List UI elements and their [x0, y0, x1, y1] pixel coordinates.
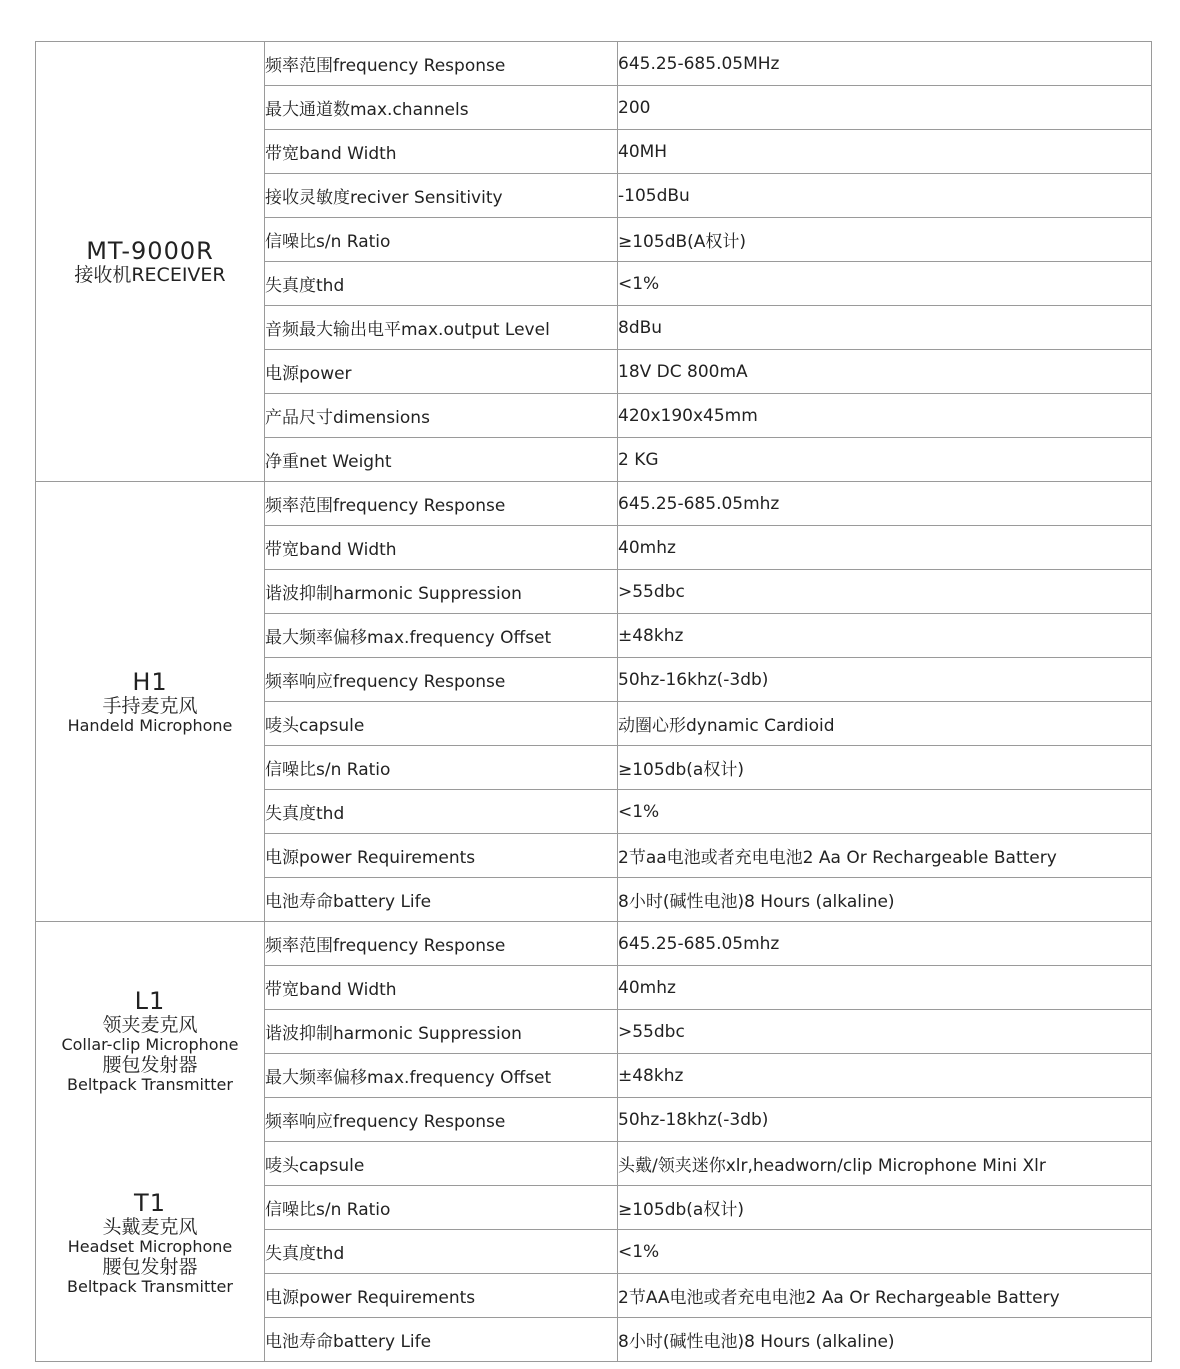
parameter-label: 频率响应frequency Response — [265, 1098, 618, 1142]
parameter-value: 8小时(碱性电池)8 Hours (alkaline) — [618, 878, 1152, 922]
model-group — [36, 988, 264, 1094]
parameter-label: 净重net Weight — [265, 438, 618, 482]
parameter-value: 2 KG — [618, 438, 1152, 482]
parameter-value: <1% — [618, 790, 1152, 834]
model-subtitle: Headset Microphone — [67, 1236, 233, 1256]
model-subtitle: 腰包发射器 — [102, 1053, 198, 1076]
model-subtitle: 腰包发射器 — [102, 1255, 198, 1278]
parameter-value: 645.25-685.05MHz — [618, 42, 1152, 86]
parameter-label: 信噪比s/n Ratio — [265, 1186, 618, 1230]
parameter-label: 电源power Requirements — [265, 834, 618, 878]
parameter-label: 电源power — [265, 350, 618, 394]
parameter-value: >55dbc — [618, 1010, 1152, 1054]
model-group — [36, 238, 264, 286]
parameter-label: 最大频率偏移max.frequency Offset — [265, 614, 618, 658]
parameter-value: 50hz-16khz(-3db) — [618, 658, 1152, 702]
parameter-label: 电池寿命battery Life — [265, 1318, 618, 1362]
parameter-value: ±48khz — [618, 614, 1152, 658]
model-subtitle: 领夹麦克风 — [102, 1013, 198, 1036]
parameter-label: 最大频率偏移max.frequency Offset — [265, 1054, 618, 1098]
parameter-value: 动圈心形dynamic Cardioid — [618, 702, 1152, 746]
parameter-label: 信噪比s/n Ratio — [265, 218, 618, 262]
model-group — [36, 669, 264, 735]
model-subtitle: Beltpack Transmitter — [67, 1276, 233, 1296]
parameter-value: 645.25-685.05mhz — [618, 482, 1152, 526]
parameter-value: 40mhz — [618, 526, 1152, 570]
spec-table — [35, 41, 1152, 1362]
parameter-label: 信噪比s/n Ratio — [265, 746, 618, 790]
model-cell — [36, 42, 265, 482]
parameter-label: 失真度thd — [265, 1230, 618, 1274]
parameter-value: ≥105db(a权计) — [618, 1186, 1152, 1230]
parameter-value: 头戴/领夹迷你xlr,headworn/clip Microphone Mini Xlr — [618, 1142, 1152, 1186]
parameter-value: 40MH — [618, 130, 1152, 174]
model-group — [36, 1190, 264, 1296]
parameter-label: 唛头capsule — [265, 1142, 618, 1186]
model-title: MT-9000R — [86, 236, 214, 265]
parameter-label: 电源power Requirements — [265, 1274, 618, 1318]
model-subtitle: Handeld Microphone — [67, 715, 233, 735]
model-cell — [36, 482, 265, 922]
parameter-label: 频率范围frequency Response — [265, 922, 618, 966]
model-subtitle: Collar-clip Microphone — [61, 1034, 239, 1054]
model-subtitle: 接收机RECEIVER — [74, 263, 226, 286]
parameter-value: ≥105dB(A权计) — [618, 218, 1152, 262]
parameter-label: 最大通道数max.channels — [265, 86, 618, 130]
spec-row — [36, 482, 1152, 526]
spec-table-body — [36, 42, 1152, 1362]
parameter-value: ±48khz — [618, 1054, 1152, 1098]
parameter-value: ≥105db(a权计) — [618, 746, 1152, 790]
parameter-value: 2节aa电池或者充电电池2 Aa Or Rechargeable Battery — [618, 834, 1152, 878]
model-subtitle: 头戴麦克风 — [102, 1215, 198, 1238]
parameter-value: 50hz-18khz(-3db) — [618, 1098, 1152, 1142]
parameter-value: 200 — [618, 86, 1152, 130]
parameter-label: 唛头capsule — [265, 702, 618, 746]
model-subtitle: Beltpack Transmitter — [67, 1074, 233, 1094]
parameter-label: 失真度thd — [265, 790, 618, 834]
parameter-label: 电池寿命battery Life — [265, 878, 618, 922]
spec-row — [36, 42, 1152, 86]
parameter-label: 音频最大输出电平max.output Level — [265, 306, 618, 350]
model-cell — [36, 922, 265, 1362]
parameter-label: 带宽band Width — [265, 130, 618, 174]
spec-row — [36, 922, 1152, 966]
parameter-value: 2节AA电池或者充电电池2 Aa Or Rechargeable Battery — [618, 1274, 1152, 1318]
parameter-label: 带宽band Width — [265, 526, 618, 570]
parameter-label: 产品尺寸dimensions — [265, 394, 618, 438]
parameter-value: <1% — [618, 262, 1152, 306]
model-subtitle: 手持麦克风 — [102, 694, 198, 717]
parameter-label: 失真度thd — [265, 262, 618, 306]
parameter-value: 8小时(碱性电池)8 Hours (alkaline) — [618, 1318, 1152, 1362]
parameter-value: >55dbc — [618, 570, 1152, 614]
parameter-value: 420x190x45mm — [618, 394, 1152, 438]
parameter-value: 8dBu — [618, 306, 1152, 350]
model-title: H1 — [132, 667, 168, 696]
parameter-value: 18V DC 800mA — [618, 350, 1152, 394]
parameter-value: 40mhz — [618, 966, 1152, 1010]
parameter-label: 带宽band Width — [265, 966, 618, 1010]
parameter-label: 谐波抑制harmonic Suppression — [265, 1010, 618, 1054]
model-title: L1 — [134, 986, 166, 1015]
model-title: T1 — [134, 1188, 166, 1217]
parameter-value: <1% — [618, 1230, 1152, 1274]
parameter-value: 645.25-685.05mhz — [618, 922, 1152, 966]
parameter-value: -105dBu — [618, 174, 1152, 218]
parameter-label: 谐波抑制harmonic Suppression — [265, 570, 618, 614]
parameter-label: 接收灵敏度reciver Sensitivity — [265, 174, 618, 218]
parameter-label: 频率响应frequency Response — [265, 658, 618, 702]
parameter-label: 频率范围frequency Response — [265, 482, 618, 526]
parameter-label: 频率范围frequency Response — [265, 42, 618, 86]
